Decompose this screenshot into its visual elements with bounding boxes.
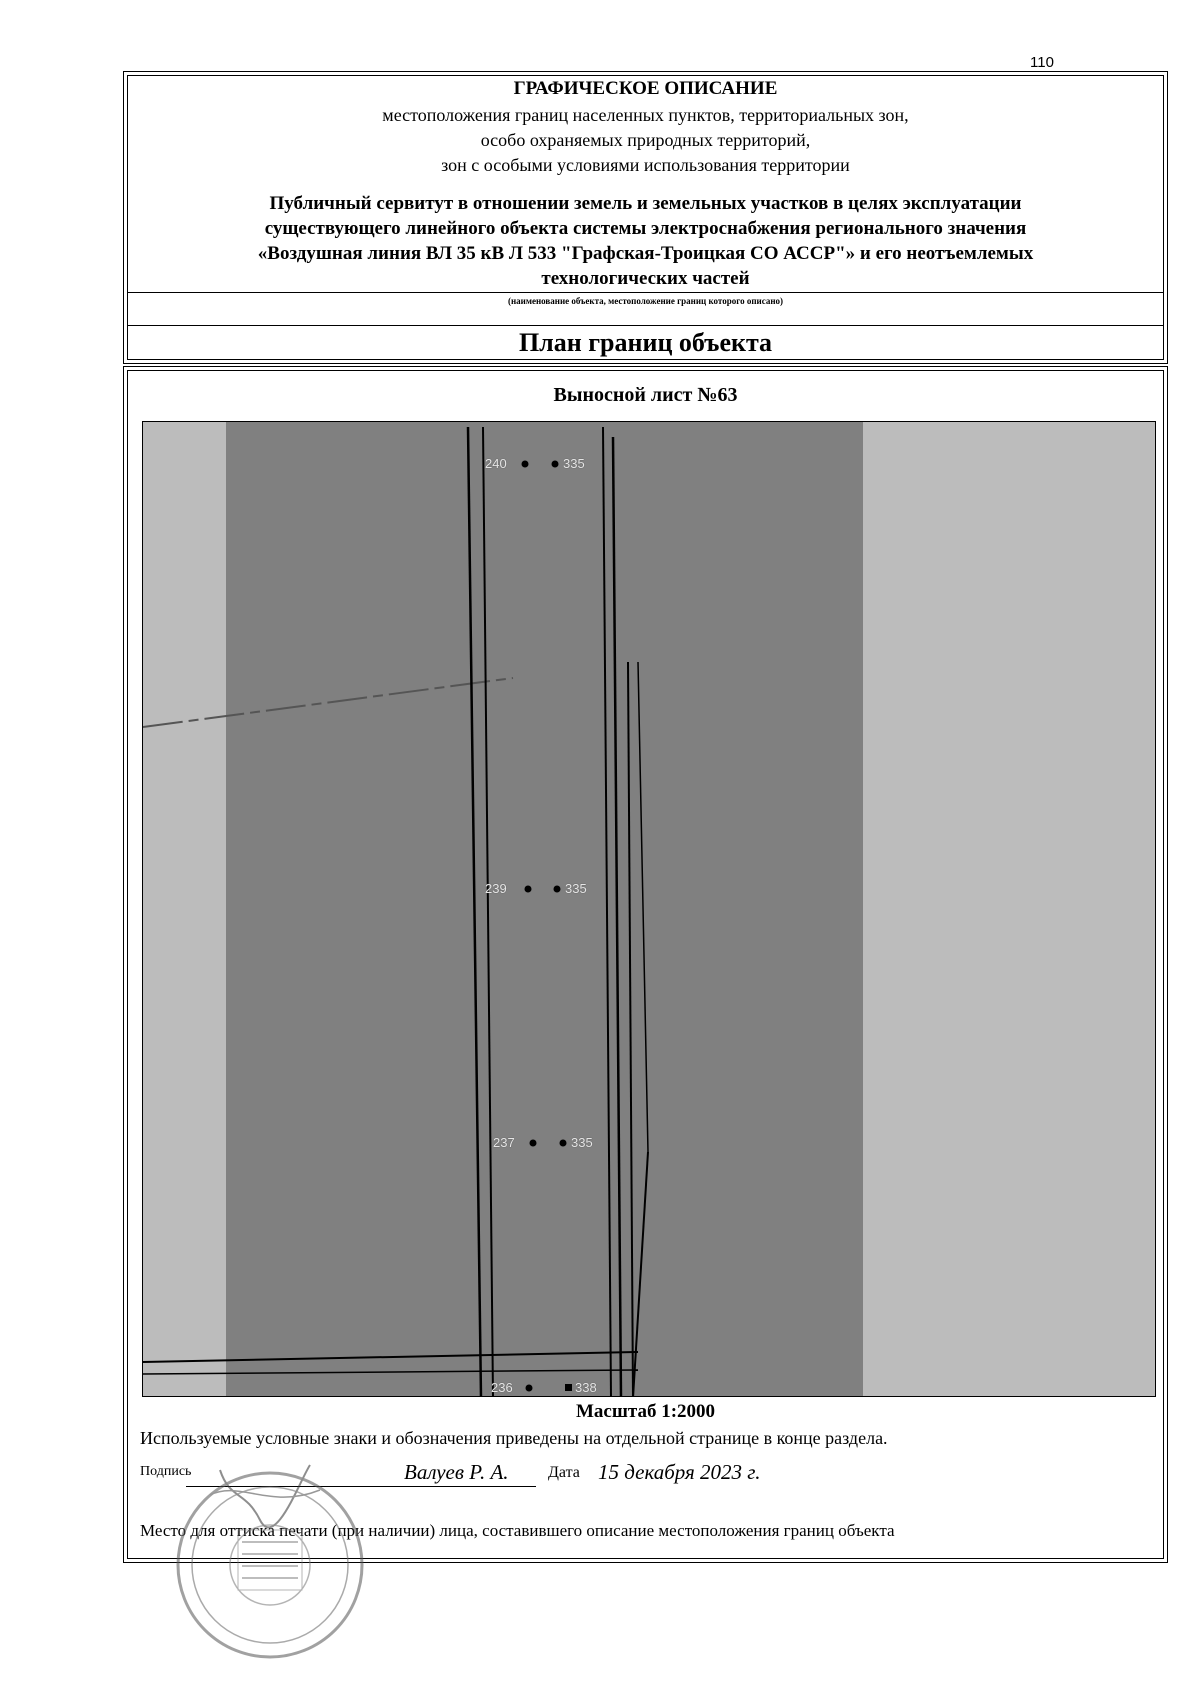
date-value: 15 декабря 2023 г. [598,1460,761,1484]
map-point-335a [552,461,559,468]
map-label-240: 240 [485,456,507,471]
header-divider-1 [127,292,1164,293]
map-point-239 [525,886,532,893]
map-drawing [143,422,1156,1397]
object-line-1: Публичный сервитут в отношении земель и земельных участков в целях эксплуатации [269,193,1022,214]
subtitle-line-3: зон с особыми условиями использования территории [441,155,850,175]
signer-name: Валуев Р. А. [404,1460,509,1484]
document-title: ГРАФИЧЕСКОЕ ОПИСАНИЕ [513,78,778,99]
header-divider-2 [127,325,1164,326]
page-number: 110 [1030,54,1054,71]
subtitle-line-2: особо охраняемых природных территорий, [480,130,811,150]
seal-stamp-icon [150,1460,390,1660]
map-label-237: 237 [493,1135,515,1150]
object-line-3: «Воздушная линия ВЛ 35 кВ Л 533 "Графская-Троицкая СО АССР"» и его неотъемлемых [257,243,1034,264]
plan-title: План границ объекта [518,328,773,357]
map-label-236: 236 [491,1380,513,1395]
subtitle-line-1: местоположения границ населенных пунктов, территориальных зон, [382,105,909,125]
date-label: Дата [548,1464,580,1481]
map-label-335a: 335 [563,456,585,471]
map-scale: Масштаб 1:2000 [575,1401,716,1422]
map-label-335c: 335 [571,1135,593,1150]
signature-label: Подпись [140,1464,192,1479]
stamp-note: Место для оттиска печати (при наличии) лица, составившего описание местоположения границ объекта [140,1521,895,1540]
map-label-335b: 335 [565,881,587,896]
map-point-338 [565,1384,572,1391]
map-point-335b [554,886,561,893]
object-line-4: технологических частей [541,268,750,289]
map-point-335c [560,1140,567,1147]
map-zone [226,422,863,1397]
map-label-239: 239 [485,881,507,896]
sheet-title: Выносной лист №63 [553,384,738,406]
legend-note: Используемые условные знаки и обозначения приведены на отдельной странице в конце раздела. [140,1428,888,1448]
object-caption: (наименование объекта, местоположение границ которого описано) [507,296,784,306]
map-point-236 [526,1385,533,1392]
boundary-map [142,421,1156,1397]
object-line-2: существующего линейного объекта системы электроснабжения регионального значения [264,218,1027,239]
map-point-237 [530,1140,537,1147]
map-label-338: 338 [575,1380,597,1395]
map-point-240 [522,461,529,468]
